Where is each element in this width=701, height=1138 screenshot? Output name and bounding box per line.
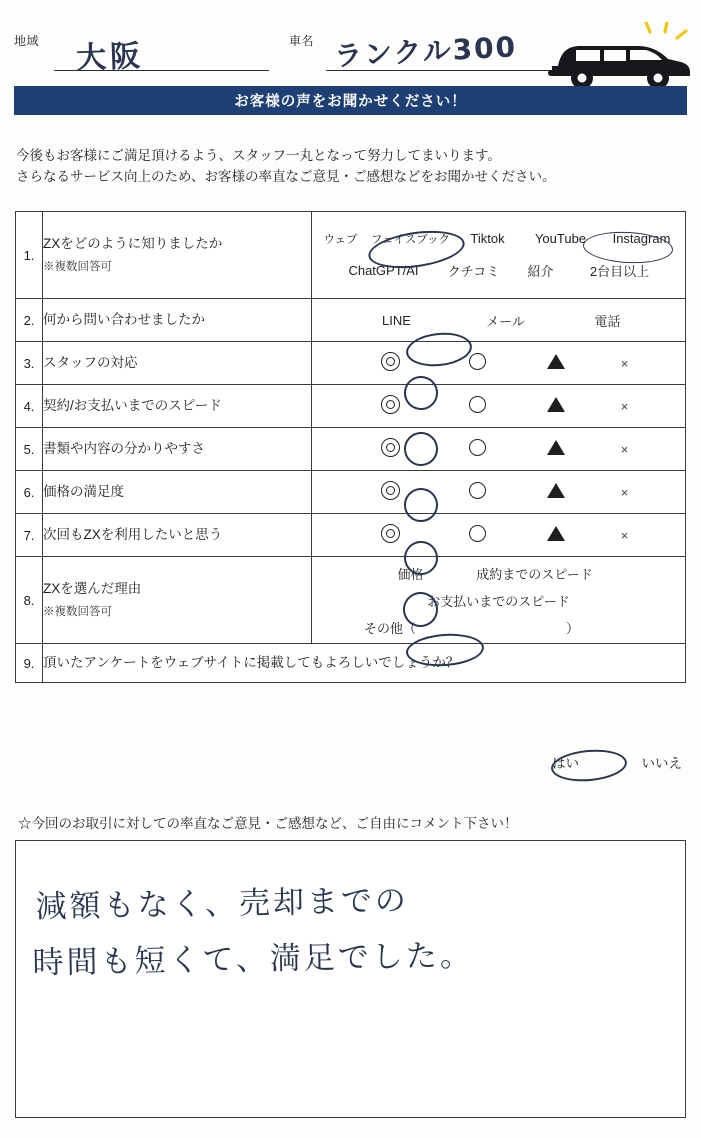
rating-good[interactable] — [439, 353, 517, 373]
question-text: 頂いたアンケートをウェブサイトに掲載してもよろしいでしょうか？ — [43, 655, 460, 670]
answer-cell — [312, 428, 686, 471]
circle-icon — [469, 396, 486, 413]
rating-good[interactable] — [439, 525, 517, 545]
option-web[interactable]: ウェブ — [323, 233, 358, 246]
option-no[interactable]: いいえ — [641, 756, 682, 771]
double-circle-icon — [381, 395, 400, 414]
triangle-icon — [547, 440, 565, 455]
comment-line-1: 減額もなく、売却までの — [35, 882, 410, 926]
triangle-icon — [547, 483, 565, 498]
option-price[interactable]: 価格 — [397, 566, 424, 582]
cross-icon: × — [620, 527, 629, 543]
rating-fair[interactable] — [517, 397, 595, 415]
rating-excellent[interactable] — [343, 524, 439, 546]
comment-handwriting — [32, 869, 637, 991]
question-number: 6. — [16, 471, 43, 514]
rating-poor[interactable] — [595, 528, 655, 543]
questions-table — [15, 211, 686, 683]
comment-line-2: 時間も短くて、満足でした。 — [32, 937, 475, 982]
question-text-cell — [43, 471, 312, 514]
question-number: 4. — [16, 385, 43, 428]
circle-icon — [469, 482, 486, 499]
question-text-cell — [43, 212, 312, 299]
option-mail[interactable]: メール — [486, 313, 525, 329]
double-circle-icon — [381, 438, 400, 457]
option-line[interactable]: LINE — [382, 312, 411, 328]
rating-good[interactable] — [439, 439, 517, 459]
cross-icon: × — [620, 398, 629, 414]
question-text-cell — [43, 342, 312, 385]
option-chatgpt-ai[interactable]: ChatGPT/AI — [348, 262, 419, 278]
option-word-of-mouth[interactable]: クチコミ — [447, 263, 500, 279]
question-text-cell — [43, 644, 686, 683]
question-text: スタッフの対応 — [43, 355, 138, 370]
circle-icon — [469, 439, 486, 456]
rating-poor[interactable] — [595, 485, 655, 500]
table-row — [16, 644, 686, 683]
question-note: ※複数回答可 — [43, 260, 112, 273]
question-text: 何から問い合わせましたか — [43, 312, 205, 327]
rating-excellent[interactable] — [343, 438, 439, 460]
option-other-close: ） — [566, 620, 580, 636]
table-row — [16, 299, 686, 342]
question-number: 1. — [16, 212, 43, 299]
table-row — [16, 342, 686, 385]
option-tiktok[interactable]: Tiktok — [470, 231, 505, 246]
option-instagram[interactable]: Instagram — [612, 231, 671, 246]
comment-heading: ☆今回のお取引に対しての率直なご意見・ご感想など、ご自由にコメント下さい！ — [18, 816, 518, 831]
double-circle-icon — [381, 524, 400, 543]
question-text: 書類や内容の分かりやすさ — [43, 441, 205, 456]
question-text-cell — [43, 557, 312, 644]
circle-icon — [469, 353, 486, 370]
cross-icon: × — [620, 441, 629, 457]
question-number: 3. — [16, 342, 43, 385]
banner-title: お客様の声をお聞かせください！ — [14, 86, 687, 115]
answer-cell — [312, 385, 686, 428]
intro-text — [16, 145, 676, 187]
option-youtube[interactable]: YouTube — [534, 231, 587, 246]
question-text: 価格の満足度 — [43, 484, 124, 499]
option-referral[interactable]: 紹介 — [527, 263, 554, 279]
rating-excellent[interactable] — [343, 395, 439, 417]
triangle-icon — [547, 526, 565, 541]
table-row — [16, 514, 686, 557]
table-row — [16, 428, 686, 471]
rating-excellent[interactable] — [343, 352, 439, 374]
rating-fair[interactable] — [517, 526, 595, 544]
car-name-label: 車名 — [289, 34, 315, 48]
option-second-car[interactable]: 2台目以上 — [589, 263, 650, 279]
table-row — [16, 212, 686, 299]
question-text: ZXをどのように知りましたか — [43, 235, 223, 251]
question-number: 7. — [16, 514, 43, 557]
answer-cell — [312, 471, 686, 514]
question-note: ※複数回答可 — [43, 605, 112, 618]
rating-good[interactable] — [439, 396, 517, 416]
cross-icon: × — [620, 355, 629, 371]
answer-cell — [312, 342, 686, 385]
triangle-icon — [547, 354, 565, 369]
table-row — [16, 385, 686, 428]
answer-cell — [312, 212, 686, 299]
question-text: 次回もZXを利用したいと思う — [43, 527, 223, 542]
question-number: 5. — [16, 428, 43, 471]
rating-fair[interactable] — [517, 440, 595, 458]
intro-line-1: 今後もお客様にご満足頂けるよう、スタッフ一丸となって努力してまいります。 — [16, 148, 501, 163]
rating-fair[interactable] — [517, 354, 595, 372]
triangle-icon — [547, 397, 565, 412]
question-text-cell — [43, 428, 312, 471]
answer-cell — [312, 514, 686, 557]
double-circle-icon — [381, 481, 400, 500]
answer-cell — [312, 299, 686, 342]
question-number: 8. — [16, 557, 43, 644]
option-other-label: その他（ — [364, 620, 417, 636]
option-facebook[interactable]: フェイスブック — [370, 233, 450, 246]
station-wagon-icon — [534, 22, 699, 94]
question-number: 2. — [16, 299, 43, 342]
option-phone[interactable]: 電話 — [594, 313, 621, 329]
rating-fair[interactable] — [517, 483, 595, 501]
circle-icon — [469, 525, 486, 542]
double-circle-icon — [381, 352, 400, 371]
rating-poor[interactable] — [595, 442, 655, 457]
car-name-value: ランクル300 — [333, 30, 518, 73]
header-fields — [14, 16, 687, 78]
cross-icon: × — [620, 484, 629, 500]
question-text: 契約/お支払いまでのスピード — [43, 398, 222, 413]
rating-poor[interactable] — [595, 356, 655, 371]
option-payment-speed[interactable]: お支払いまでのスピード — [427, 593, 570, 609]
region-label: 地域 — [14, 34, 40, 48]
question-text-cell — [43, 514, 312, 557]
question-number: 9. — [16, 644, 43, 683]
table-row — [16, 471, 686, 514]
question-text-cell — [43, 385, 312, 428]
table-row — [16, 557, 686, 644]
q9-answer-options — [552, 752, 682, 772]
option-yes[interactable]: はい — [552, 756, 579, 771]
answer-cell — [312, 557, 686, 644]
question-text: ZXを選んだ理由 — [43, 580, 142, 596]
rating-excellent[interactable] — [343, 481, 439, 503]
option-contract-speed[interactable]: 成約までのスピード — [476, 566, 593, 582]
rating-poor[interactable] — [595, 399, 655, 414]
question-text-cell — [43, 299, 312, 342]
region-value: 大阪 — [75, 38, 145, 77]
rating-good[interactable] — [439, 482, 517, 502]
intro-line-2: さらなるサービス向上のため、お客様の率直なご意見・ご感想などをお聞かせください。 — [16, 169, 556, 184]
